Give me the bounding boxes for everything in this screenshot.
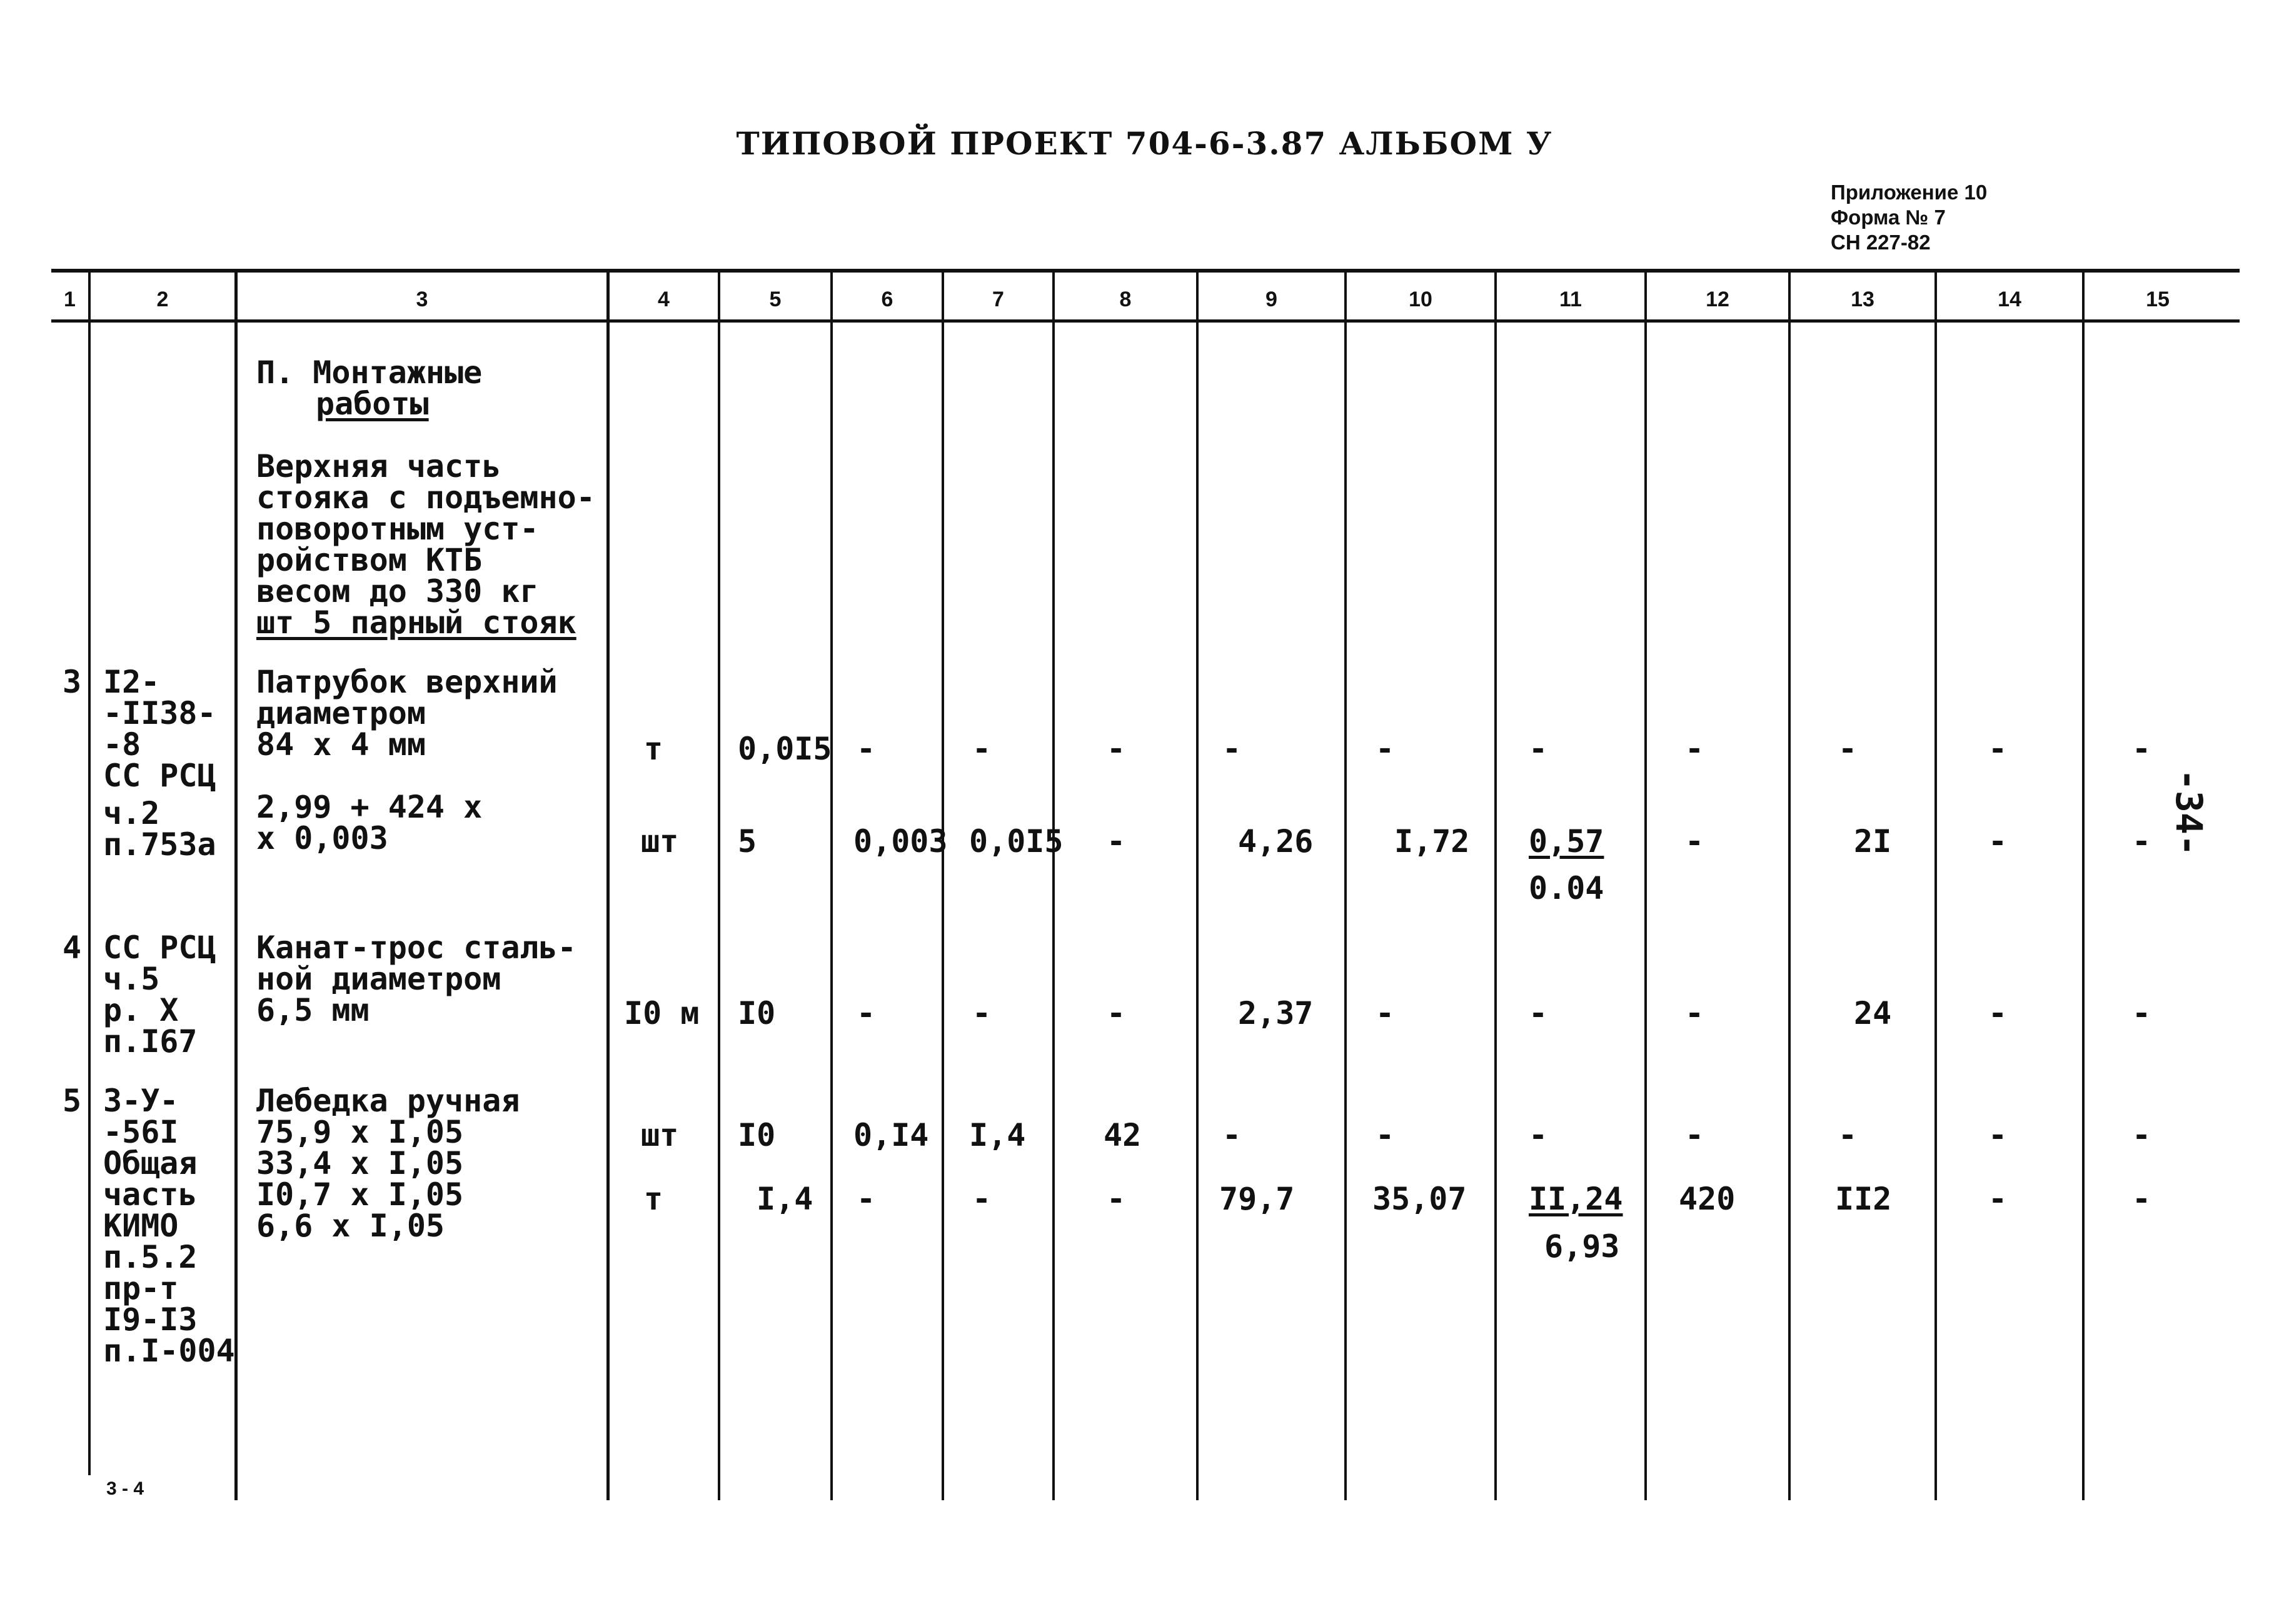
col-header: 10 — [1409, 288, 1432, 311]
sheet-footer: 3 - 4 — [106, 1478, 144, 1499]
col-header: 4 — [658, 288, 670, 311]
col-header: 5 — [769, 288, 782, 311]
col-header: 11 — [1559, 288, 1582, 311]
section-title: П. Монтажные — [256, 354, 483, 391]
col-header: 6 — [881, 288, 893, 311]
col-header: 14 — [1998, 288, 2021, 311]
col-header: 13 — [1851, 288, 1874, 311]
col-header: 7 — [992, 288, 1004, 311]
header-bottom-rule — [51, 319, 2240, 323]
document-title: ТИПОВОЙ ПРОЕКТ 704-6-3.87 АЛЬБОМ У — [736, 125, 1553, 162]
col-header: 8 — [1119, 288, 1132, 311]
col-header: 3 — [416, 288, 428, 311]
col-header: 15 — [2146, 288, 2170, 311]
col-header: 9 — [1265, 288, 1277, 311]
standard-label: СН 227-82 — [1831, 231, 1931, 254]
row-number: 5 — [63, 1083, 82, 1119]
section-subtitle: работы — [316, 386, 429, 422]
appendix-note — [1831, 180, 1987, 255]
form-label: Форма № 7 — [1831, 206, 1946, 229]
row-number: 3 — [63, 664, 82, 700]
col-header: 2 — [156, 288, 169, 311]
col-header: 12 — [1706, 288, 1729, 311]
page-number: -34- — [2168, 769, 2210, 856]
appendix-label: Приложение 10 — [1831, 181, 1988, 204]
header-top-rule — [51, 269, 2240, 273]
col-header: 1 — [64, 288, 76, 311]
row-number: 4 — [63, 930, 82, 966]
